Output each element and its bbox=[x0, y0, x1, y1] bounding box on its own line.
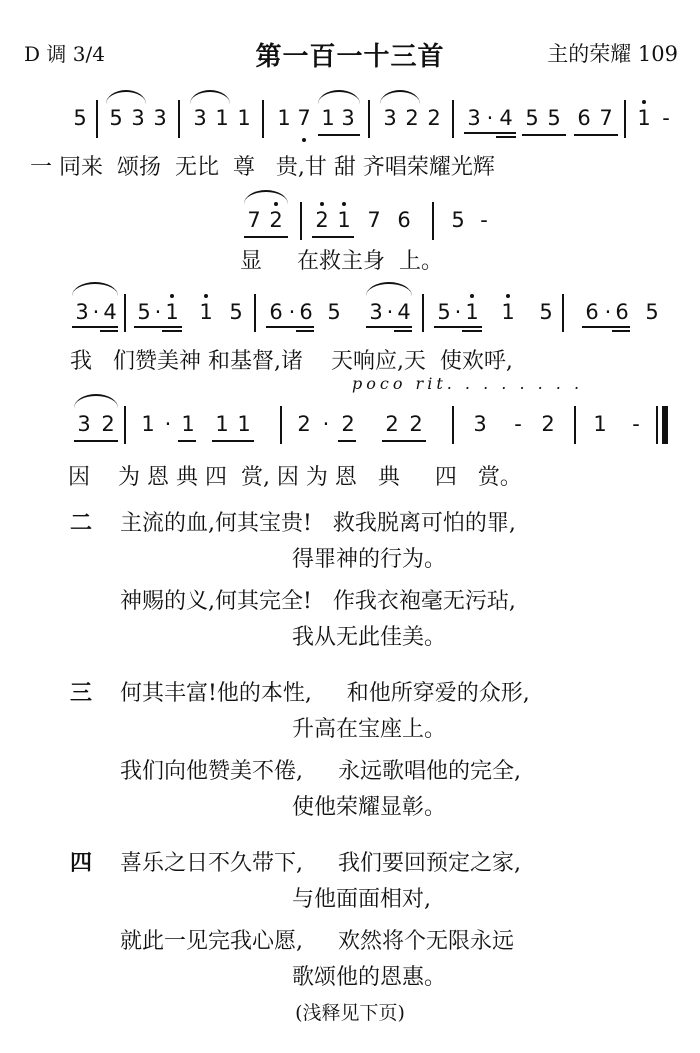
note: 1 bbox=[277, 106, 291, 130]
music-line-3 bbox=[0, 292, 700, 332]
note: 3 bbox=[153, 106, 167, 130]
note: 6 bbox=[585, 300, 599, 324]
note: 2 bbox=[297, 412, 311, 436]
verse-line: 得罪神的行为。 bbox=[292, 547, 447, 572]
music-line-1 bbox=[0, 98, 700, 138]
note: 7 bbox=[367, 208, 381, 232]
note: 1 bbox=[165, 300, 179, 324]
underline bbox=[266, 326, 314, 328]
note: 7 bbox=[297, 106, 311, 130]
note: 2 bbox=[269, 208, 283, 232]
note: 5 bbox=[73, 106, 87, 130]
verse-line: 主流的血,何其宝贵! 救我脱离可怕的罪, bbox=[120, 511, 516, 536]
underline bbox=[382, 440, 426, 442]
note: 2 bbox=[101, 412, 115, 436]
barline bbox=[452, 100, 454, 138]
note: 3 bbox=[473, 412, 487, 436]
barline bbox=[262, 100, 264, 138]
underline bbox=[338, 440, 356, 442]
slur bbox=[380, 90, 420, 104]
note: 7 bbox=[599, 106, 613, 130]
verse-line: 就此一见完我心愿, 欢然将个无限永远 bbox=[120, 929, 514, 954]
note: 2 bbox=[341, 412, 355, 436]
note: · bbox=[288, 300, 296, 324]
note: 5 bbox=[327, 300, 341, 324]
underline bbox=[394, 330, 412, 332]
underline bbox=[582, 326, 630, 328]
note: · bbox=[604, 300, 612, 324]
slur bbox=[318, 90, 360, 104]
note: 1 bbox=[141, 412, 155, 436]
octave-dot bbox=[506, 294, 510, 298]
note: 1 bbox=[181, 412, 195, 436]
verse-number: 二 bbox=[70, 511, 93, 536]
verse-line: 使他荣耀显彰。 bbox=[292, 795, 447, 820]
note: - bbox=[662, 106, 670, 130]
underline bbox=[74, 440, 118, 442]
barline bbox=[124, 406, 126, 444]
barline bbox=[254, 294, 256, 332]
note: 1 bbox=[215, 106, 229, 130]
octave-dot bbox=[204, 294, 208, 298]
note: 3 bbox=[467, 106, 481, 130]
underline bbox=[434, 326, 482, 328]
verse-number: 三 bbox=[70, 681, 93, 706]
octave-dot bbox=[302, 138, 306, 142]
note: 2 bbox=[427, 106, 441, 130]
verse-line: 与他面面相对, bbox=[292, 887, 431, 912]
verse-number: 四 bbox=[70, 851, 93, 876]
underline bbox=[296, 330, 314, 332]
key-signature: D 调 3/4 bbox=[24, 42, 105, 66]
note: 2 bbox=[541, 412, 555, 436]
octave-dot bbox=[320, 202, 324, 206]
slur bbox=[106, 90, 146, 104]
underline bbox=[178, 440, 196, 442]
note: 2 bbox=[405, 106, 419, 130]
note: · bbox=[154, 300, 162, 324]
barline bbox=[96, 100, 98, 138]
underline bbox=[72, 326, 118, 328]
barline bbox=[574, 406, 576, 444]
note: 4 bbox=[103, 300, 117, 324]
barline bbox=[422, 294, 424, 332]
slur bbox=[74, 394, 118, 408]
verse-line: 歌颂他的恩惠。 bbox=[292, 965, 447, 990]
underline bbox=[212, 440, 254, 442]
note: 5 bbox=[109, 106, 123, 130]
underline bbox=[612, 330, 630, 332]
note: 5 bbox=[525, 106, 539, 130]
note: 1 bbox=[321, 106, 335, 130]
note: 1 bbox=[215, 412, 229, 436]
note: 1 bbox=[501, 300, 515, 324]
barline bbox=[562, 294, 564, 332]
underline bbox=[522, 134, 566, 136]
hymn-reference: 主的荣耀 109 bbox=[547, 42, 678, 66]
note: 3 bbox=[77, 412, 91, 436]
note: · bbox=[486, 106, 494, 130]
note: 4 bbox=[397, 300, 411, 324]
underline bbox=[496, 136, 516, 138]
note: · bbox=[92, 300, 100, 324]
hymn-title: 第一百一十三首 bbox=[255, 42, 445, 72]
verse-line: 神赐的义,何其完全! 作我衣袍毫无污玷, bbox=[120, 589, 516, 614]
verse-line: 何其丰富!他的本性, 和他所穿爱的众形, bbox=[120, 681, 530, 706]
note: 6 bbox=[299, 300, 313, 324]
note: · bbox=[454, 300, 462, 324]
underline bbox=[462, 330, 482, 332]
page-header bbox=[0, 36, 700, 70]
note: 7 bbox=[247, 208, 261, 232]
note: 5 bbox=[229, 300, 243, 324]
music-line-4 bbox=[0, 404, 700, 444]
lyrics-line-1: 一 同来 颂扬 无比 尊 贵,甘 甜 齐唱荣耀光辉 bbox=[30, 155, 495, 180]
lyrics-line-4: 因 为 恩 典 四 赏, 因 为 恩 典 四 赏。 bbox=[68, 465, 522, 490]
slur bbox=[366, 282, 412, 296]
note: 2 bbox=[315, 208, 329, 232]
note: 1 bbox=[237, 412, 251, 436]
underline bbox=[366, 326, 412, 328]
note: 6 bbox=[615, 300, 629, 324]
underline bbox=[312, 236, 354, 238]
note: 1 bbox=[237, 106, 251, 130]
note: 5 bbox=[645, 300, 659, 324]
lyrics-line-2: 显 在救主身 上。 bbox=[240, 249, 443, 274]
barline bbox=[452, 406, 454, 444]
barline bbox=[124, 294, 126, 332]
note: 5 bbox=[547, 106, 561, 130]
note: 1 bbox=[199, 300, 213, 324]
barline bbox=[368, 100, 370, 138]
slur bbox=[244, 190, 288, 204]
tempo-marking: poco rit. . . . . . . . bbox=[352, 374, 584, 393]
barline bbox=[624, 100, 626, 138]
note: · bbox=[164, 412, 172, 436]
note: · bbox=[386, 300, 394, 324]
underline bbox=[244, 236, 288, 238]
note: 1 bbox=[465, 300, 479, 324]
note: 3 bbox=[193, 106, 207, 130]
underline bbox=[100, 330, 118, 332]
verse-line: 升高在宝座上。 bbox=[292, 717, 447, 742]
note: 3 bbox=[383, 106, 397, 130]
slur bbox=[190, 90, 230, 104]
octave-dot bbox=[470, 294, 474, 298]
note: 3 bbox=[369, 300, 383, 324]
barline bbox=[280, 406, 282, 444]
octave-dot bbox=[642, 100, 646, 104]
lyrics-line-3: 我 们赞美神 和基督,诸 天响应,天 使欢呼, bbox=[70, 349, 513, 374]
underline bbox=[574, 134, 618, 136]
note: 5 bbox=[539, 300, 553, 324]
note: 6 bbox=[577, 106, 591, 130]
verse-line: 喜乐之日不久带下, 我们要回预定之家, bbox=[120, 851, 521, 876]
final-barline bbox=[662, 406, 668, 444]
note: - bbox=[514, 412, 522, 436]
barline bbox=[656, 406, 658, 444]
note: - bbox=[632, 412, 640, 436]
underline bbox=[162, 330, 182, 332]
note: · bbox=[322, 412, 330, 436]
octave-dot bbox=[170, 294, 174, 298]
note: 5 bbox=[137, 300, 151, 324]
note: 4 bbox=[499, 106, 513, 130]
slur bbox=[72, 282, 118, 296]
note: 2 bbox=[385, 412, 399, 436]
verse-line: 我们向他赞美不倦, 永远歌唱他的完全, bbox=[120, 759, 521, 784]
note: 1 bbox=[337, 208, 351, 232]
barline bbox=[178, 100, 180, 138]
note: 1 bbox=[593, 412, 607, 436]
note: 3 bbox=[131, 106, 145, 130]
underline bbox=[318, 134, 360, 136]
note: 6 bbox=[397, 208, 411, 232]
octave-dot bbox=[342, 202, 346, 206]
note: 1 bbox=[637, 106, 651, 130]
note: - bbox=[480, 208, 488, 232]
note: 5 bbox=[451, 208, 465, 232]
note: 6 bbox=[269, 300, 283, 324]
note: 3 bbox=[75, 300, 89, 324]
barline bbox=[300, 202, 302, 240]
note: 2 bbox=[409, 412, 423, 436]
footnote: (浅释见下页) bbox=[295, 1002, 405, 1024]
underline bbox=[464, 132, 516, 134]
note: 5 bbox=[437, 300, 451, 324]
music-line-2 bbox=[0, 200, 700, 240]
note: 3 bbox=[341, 106, 355, 130]
barline bbox=[432, 202, 434, 240]
verse-line: 我从无此佳美。 bbox=[292, 625, 447, 650]
underline bbox=[134, 326, 182, 328]
